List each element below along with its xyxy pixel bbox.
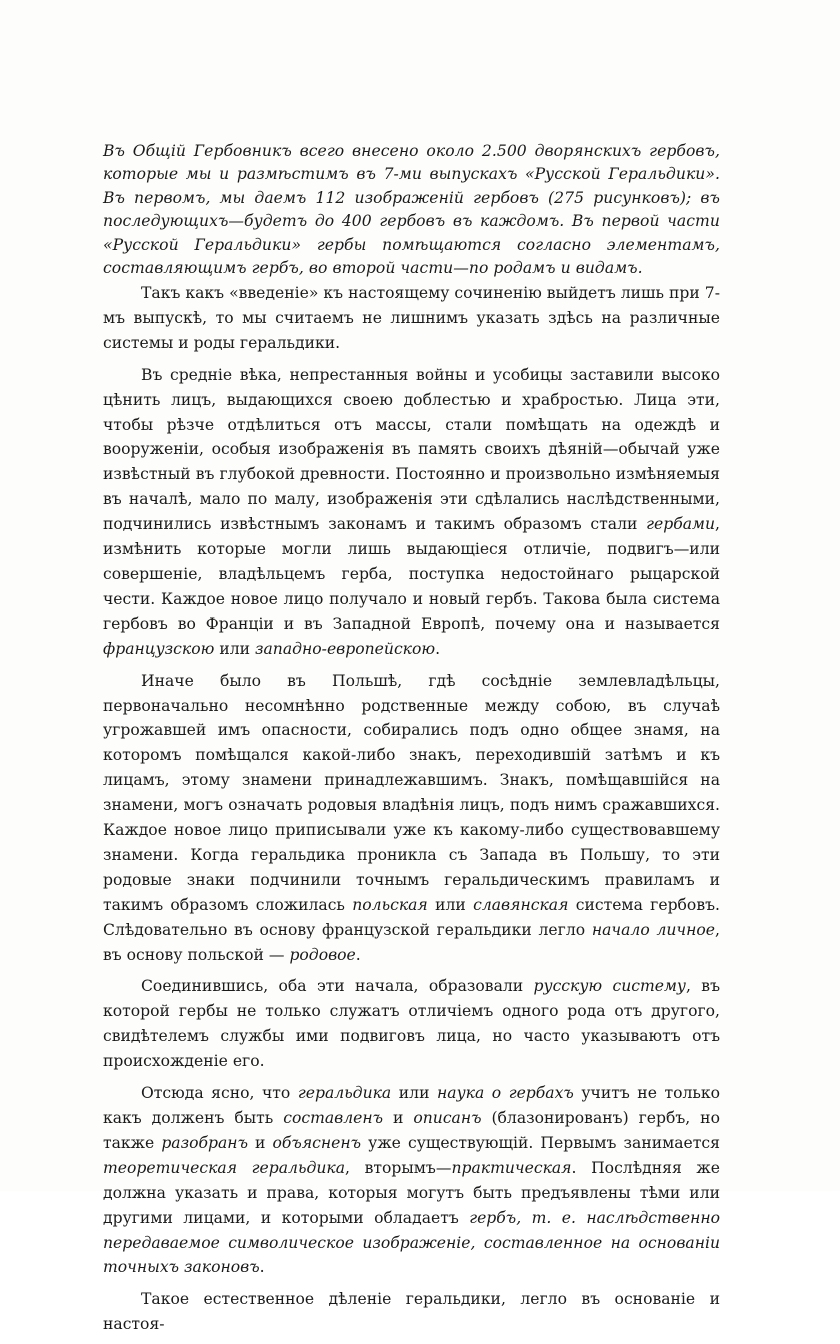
emphasis: теоретическая геральдика [103,1158,346,1177]
text-run: , въ которой гербы не только служатъ отличіемъ одного рода отъ другого, свидѣтелемъ службы ими подвиговъ лица, но часто указываютъ отъ происхожденіе его. [103,977,720,1071]
paragraph-6: Такое естественное дѣленіе геральдики, легло въ основаніе и настоя- [103,1290,720,1334]
text-run: , измѣнить которые могли лишь выдающіеся отличіе, подвигъ—или совершеніе, владѣльцемъ герба, поступка недостойнаго рыцарской чести. Каждое новое лицо получало и новый гербъ. Такова была система гербовъ во Франціи и въ Западной Европѣ, почему она и называется [103,515,720,633]
emphasis: составленъ [283,1109,384,1127]
emphasis: геральдика [297,1084,392,1103]
emphasis: французскою [103,639,215,658]
text-run: или [219,639,251,658]
text-run: уже существующій. Первымъ занимается [368,1133,720,1152]
text-run: , вторымъ— [345,1158,452,1177]
text-run: система гербовъ. Слѣдовательно въ основу французской геральдики легло [103,895,720,939]
emphasis: начало личное [591,920,716,939]
emphasis: гербами [646,515,716,534]
emphasis: западно-европейскою [255,639,436,658]
emphasis: практическая [451,1158,572,1177]
emphasis: русскую систему [533,977,686,996]
text-run: или [398,1084,430,1103]
emphasis: польская [352,895,428,914]
text-run: , въ основу польской — [103,920,720,964]
text-run: (блазонированъ) гербъ, но также [103,1109,720,1152]
text-run: или [435,895,466,914]
text-run: . [259,1258,265,1277]
text-run: Отсюда ясно, что [141,1084,291,1103]
text-run: Въ средніе вѣка, непрестанныя войны и усобицы заставили высоко цѣнить лицъ, выдающихся своею доблестью и храбростью. Лица эти, чтобы рѣзче отдѣлиться отъ массы, стали помѣщать на одеждѣ и вооруженіи, особыя изображенія въ память своихъ дѣяній—обычай уже извѣстный въ глубокой древности. Постоянно и произвольно измѣняемыя въ началѣ, мало по малу, изображенія эти сдѣлались наслѣдственными, подчинились извѣстнымъ законамъ и такимъ образомъ стали [103,365,720,534]
text-run: . [435,639,441,658]
paragraph-4 [103,974,720,1074]
text-run: и [393,1109,404,1127]
emphasis: описанъ [413,1109,482,1127]
emphasis: объясненъ [272,1133,362,1152]
emphasis: родовое [289,945,356,964]
paragraph-2 [103,363,720,662]
paragraph-3 [103,669,720,968]
emphasis: разобранъ [161,1133,248,1152]
emphasis: славянская [473,895,569,914]
text-run: и [255,1133,266,1152]
text-run: . Послѣдняя же должна указать и права, которыя могутъ быть предъявлены тѣми или другими лицами, и которыми обладаетъ [103,1158,720,1227]
text-run: учитъ не только какъ долженъ быть [103,1084,721,1127]
emphasis: гербъ, т. е. наслѣдственно передаваемое символическое изображеніе, составленное на основаніи точныхъ законовъ [103,1208,720,1277]
text-run: Соединившись, оба эти начала, образовали [141,977,524,996]
paragraph-5 [103,1081,720,1280]
main-text [103,281,720,1344]
text-run: . [355,945,361,964]
paragraph-1: Такъ какъ «введеніе» къ настоящему сочиненію выйдетъ лишь при 7-мъ выпускѣ, то мы считаемъ не лишнимъ указать здѣсь на различные системы и роды геральдики. [103,284,720,352]
emphasis: наука о гербахъ [437,1084,574,1103]
text-run: Иначе было въ Польшѣ, гдѣ сосѣдніе землевладѣльцы, первоначально несомнѣнно родственные между собою, въ случаѣ угрожавшей имъ опасности, собирались подъ одно общее знамя, на которомъ помѣщался какой-либо знакъ, переходившій затѣмъ и къ лицамъ, этому знамени принадлежавшимъ. Знакъ, помѣщавшійся на знамени, могъ означать родовыя владѣнія лицъ, подъ нимъ сражавшихся. Каждое новое лицо приписывали уже къ какому-либо существовавшему знамени. Когда геральдика проникла съ Запада въ Польшу, то эти родовые знаки подчинили точнымъ геральдическимъ правиламъ и такимъ образомъ сложилась [103,671,720,914]
intro-paragraph: Въ Общій Гербовникъ всего внесено около 2.500 дворянскихъ гербовъ, которые мы и размѣстимъ въ 7-ми выпускахъ «Русской Геральдики». Въ первомъ, мы даемъ 112 изображеній гербовъ (275 рисунковъ); въ последующихъ—будетъ до 400 гербовъ въ каждомъ. Въ первой части «Русской Геральдики» гербы помѣщаются согласно элементамъ, составляющимъ гербъ, во второй части—по родамъ и видамъ. [103,142,720,278]
